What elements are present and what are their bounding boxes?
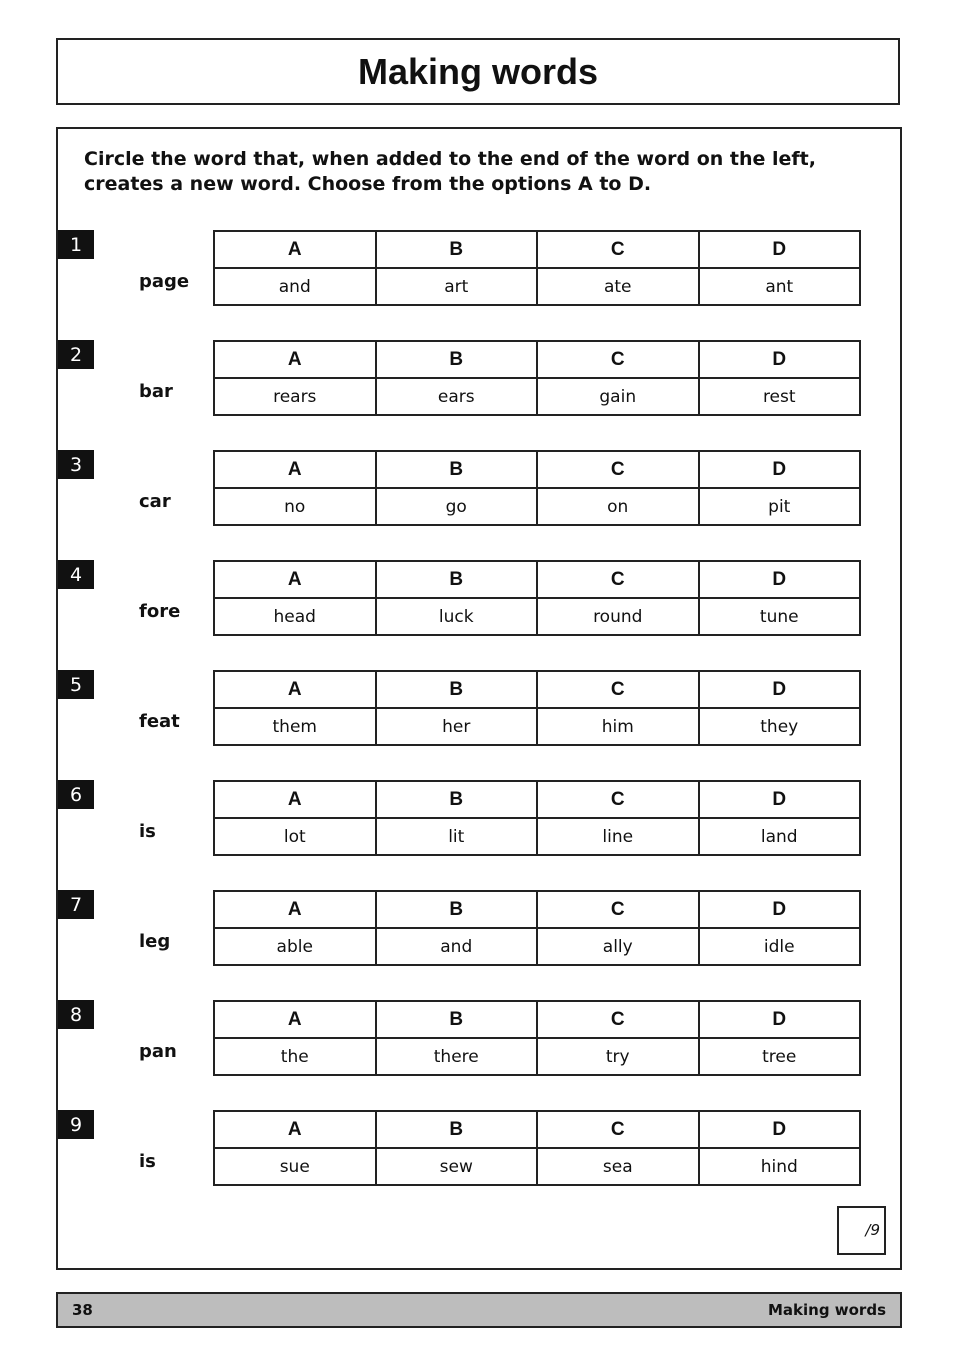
option-d[interactable]: hind (699, 1148, 861, 1185)
option-letter-a: A (214, 891, 376, 928)
option-letter-b: B (376, 671, 538, 708)
option-c[interactable]: on (537, 488, 699, 525)
option-a[interactable]: them (214, 708, 376, 745)
option-c[interactable]: line (537, 818, 699, 855)
question-number: 5 (58, 670, 94, 699)
stem-word: pan (139, 1041, 177, 1062)
option-letter-d: D (699, 341, 861, 378)
question-6 (58, 780, 861, 854)
option-letter-a: A (214, 1001, 376, 1038)
footer-section-title: Making words (767, 1301, 886, 1319)
page-number: 38 (72, 1301, 93, 1319)
score-total: /9 (865, 1221, 880, 1239)
option-letter-b: B (376, 231, 538, 268)
question-1 (58, 230, 861, 304)
question-9 (58, 1110, 861, 1184)
option-b[interactable]: there (376, 1038, 538, 1075)
option-letter-c: C (537, 341, 699, 378)
option-letter-a: A (214, 671, 376, 708)
options-table (213, 230, 861, 306)
option-letter-b: B (376, 1001, 538, 1038)
option-b[interactable]: and (376, 928, 538, 965)
option-a[interactable]: sue (214, 1148, 376, 1185)
option-letter-d: D (699, 891, 861, 928)
option-letter-c: C (537, 891, 699, 928)
option-c[interactable]: try (537, 1038, 699, 1075)
option-a[interactable]: the (214, 1038, 376, 1075)
option-b[interactable]: luck (376, 598, 538, 635)
question-4 (58, 560, 861, 634)
options-table (213, 670, 861, 746)
option-a[interactable]: and (214, 268, 376, 305)
option-d[interactable]: tree (699, 1038, 861, 1075)
option-c[interactable]: him (537, 708, 699, 745)
question-number: 2 (58, 340, 94, 369)
options-table (213, 1000, 861, 1076)
option-a[interactable]: head (214, 598, 376, 635)
option-letter-a: A (214, 231, 376, 268)
option-letter-d: D (699, 451, 861, 488)
option-letter-c: C (537, 1001, 699, 1038)
option-d[interactable]: land (699, 818, 861, 855)
option-letter-b: B (376, 561, 538, 598)
option-letter-c: C (537, 781, 699, 818)
option-letter-b: B (376, 781, 538, 818)
title-box (56, 38, 900, 105)
option-d[interactable]: idle (699, 928, 861, 965)
option-d[interactable]: they (699, 708, 861, 745)
option-b[interactable]: lit (376, 818, 538, 855)
option-b[interactable]: her (376, 708, 538, 745)
option-b[interactable]: go (376, 488, 538, 525)
stem-word: fore (139, 601, 181, 622)
options-table (213, 890, 861, 966)
option-d[interactable]: tune (699, 598, 861, 635)
stem-word: leg (139, 931, 171, 952)
option-letter-d: D (699, 1001, 861, 1038)
question-number: 6 (58, 780, 94, 809)
page-title: Making words (357, 50, 599, 92)
option-letter-c: C (537, 451, 699, 488)
option-a[interactable]: rears (214, 378, 376, 415)
options-table (213, 340, 861, 416)
stem-word: is (139, 821, 156, 842)
option-letter-c: C (537, 561, 699, 598)
option-c[interactable]: round (537, 598, 699, 635)
option-letter-b: B (376, 341, 538, 378)
option-d[interactable]: ant (699, 268, 861, 305)
option-letter-a: A (214, 781, 376, 818)
options-table (213, 1110, 861, 1186)
question-8 (58, 1000, 861, 1074)
option-a[interactable]: able (214, 928, 376, 965)
option-b[interactable]: art (376, 268, 538, 305)
question-number: 7 (58, 890, 94, 919)
option-letter-a: A (214, 341, 376, 378)
stem-word: feat (139, 711, 180, 732)
option-letter-a: A (214, 451, 376, 488)
question-3 (58, 450, 861, 524)
options-table (213, 450, 861, 526)
option-d[interactable]: pit (699, 488, 861, 525)
question-number: 3 (58, 450, 94, 479)
option-b[interactable]: ears (376, 378, 538, 415)
option-letter-d: D (699, 561, 861, 598)
option-letter-d: D (699, 781, 861, 818)
options-table (213, 560, 861, 636)
option-letter-a: A (214, 561, 376, 598)
instructions: Circle the word that, when added to the end of the word on the left, creates a new word. Choose from the options A to D. (84, 148, 816, 195)
question-number: 8 (58, 1000, 94, 1029)
question-number: 4 (58, 560, 94, 589)
stem-word: bar (139, 381, 173, 402)
options-table (213, 780, 861, 856)
option-c[interactable]: sea (537, 1148, 699, 1185)
question-number: 1 (58, 230, 94, 259)
stem-word: car (139, 491, 171, 512)
stem-word: is (139, 1151, 156, 1172)
option-letter-b: B (376, 451, 538, 488)
option-b[interactable]: sew (376, 1148, 538, 1185)
option-letter-c: C (537, 671, 699, 708)
option-letter-d: D (699, 231, 861, 268)
option-letter-a: A (214, 1111, 376, 1148)
question-number: 9 (58, 1110, 94, 1139)
option-a[interactable]: lot (214, 818, 376, 855)
question-7 (58, 890, 861, 964)
option-a[interactable]: no (214, 488, 376, 525)
score-box[interactable] (837, 1206, 886, 1255)
option-c[interactable]: ally (537, 928, 699, 965)
stem-word: page (139, 271, 190, 292)
option-letter-d: D (699, 1111, 861, 1148)
option-letter-b: B (376, 891, 538, 928)
page-footer (56, 1292, 902, 1328)
question-2 (58, 340, 861, 414)
option-letter-b: B (376, 1111, 538, 1148)
option-letter-c: C (537, 231, 699, 268)
option-d[interactable]: rest (699, 378, 861, 415)
option-letter-c: C (537, 1111, 699, 1148)
option-c[interactable]: gain (537, 378, 699, 415)
question-5 (58, 670, 861, 744)
option-letter-d: D (699, 671, 861, 708)
option-c[interactable]: ate (537, 268, 699, 305)
